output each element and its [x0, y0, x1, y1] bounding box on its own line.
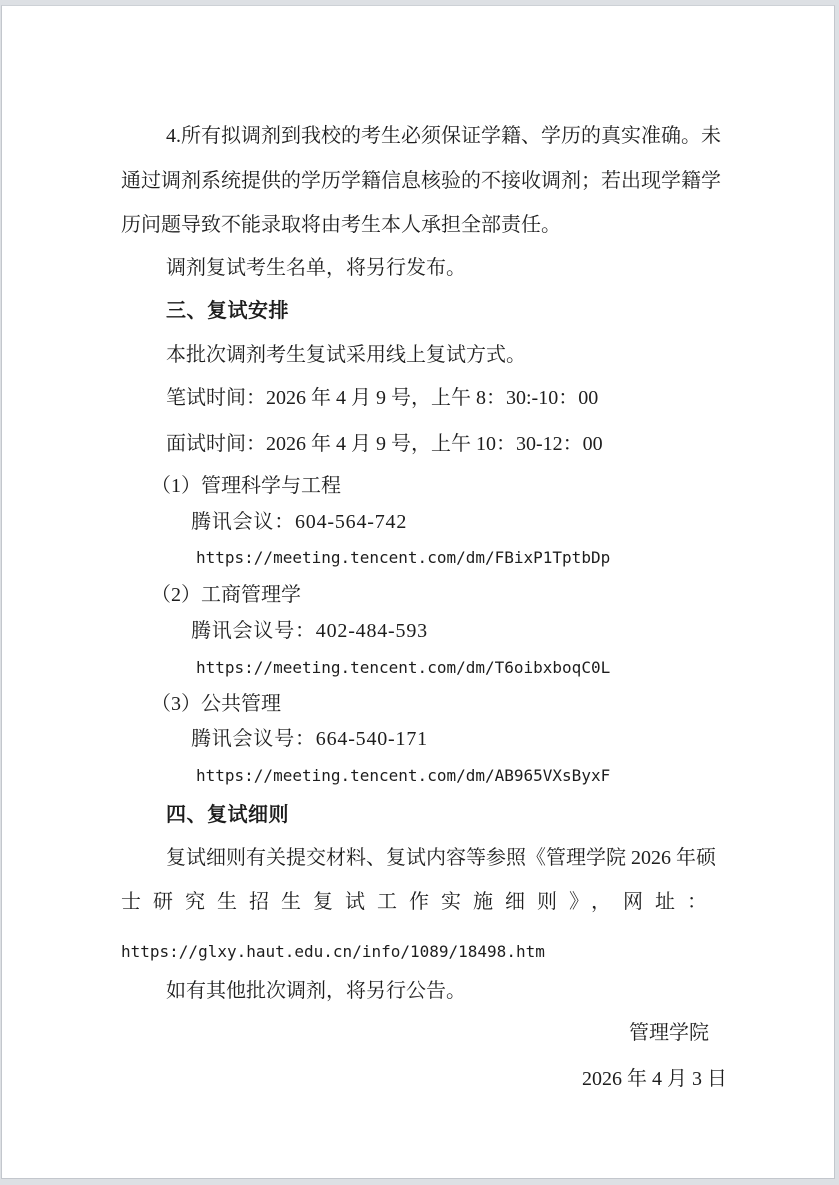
- meeting-id-line: 腾讯会议：604-564-742: [191, 511, 408, 533]
- meeting-url: https://meeting.tencent.com/dm/FBixP1TptbDp: [196, 548, 611, 567]
- signature-org: 管理学院: [629, 1022, 709, 1044]
- paragraph-line: 面试时间：2026 年 4 月 9 号，上午 10：30-12：00: [166, 433, 603, 455]
- meeting-url: https://meeting.tencent.com/dm/AB965VXsByxF: [196, 766, 611, 785]
- list-item: （3）公共管理: [151, 693, 281, 715]
- list-item: （2）工商管理学: [151, 584, 301, 606]
- document-content: [2, 6, 834, 1091]
- paragraph-line: 历问题导致不能录取将由考生本人承担全部责任。: [121, 214, 561, 236]
- paragraph-line: 如有其他批次调剂，将另行公告。: [166, 980, 466, 1002]
- detail-url: https://glxy.haut.edu.cn/info/1089/18498.htm: [121, 942, 545, 961]
- paragraph-line: 4.所有拟调剂到我校的考生必须保证学籍、学历的真实准确。未: [166, 125, 721, 147]
- document-page: [1, 5, 835, 1179]
- paragraph-line: 复试细则有关提交材料、复试内容等参照《管理学院 2026 年硕: [166, 847, 716, 869]
- meeting-id-line: 腾讯会议号：664-540-171: [191, 728, 428, 750]
- paragraph-line: 本批次调剂考生复试采用线上复试方式。: [166, 344, 526, 366]
- paragraph-line: 通过调剂系统提供的学历学籍信息核验的不接收调剂；若出现学籍学: [121, 170, 721, 192]
- section-heading: 四、复试细则: [166, 804, 289, 826]
- section-heading: 三、复试安排: [166, 300, 289, 322]
- paragraph-line: 士研究生招生复试工作实施细则》，网址：: [121, 891, 719, 913]
- meeting-id-line: 腾讯会议号：402-484-593: [191, 620, 428, 642]
- signature-date: 2026 年 4 月 3 日: [582, 1068, 727, 1090]
- meeting-url: https://meeting.tencent.com/dm/T6oibxboqC0L: [196, 658, 611, 677]
- paragraph-line: 调剂复试考生名单，将另行发布。: [166, 257, 466, 279]
- list-item: （1）管理科学与工程: [151, 475, 341, 497]
- paragraph-line: 笔试时间：2026 年 4 月 9 号，上午 8：30:-10：00: [166, 387, 599, 409]
